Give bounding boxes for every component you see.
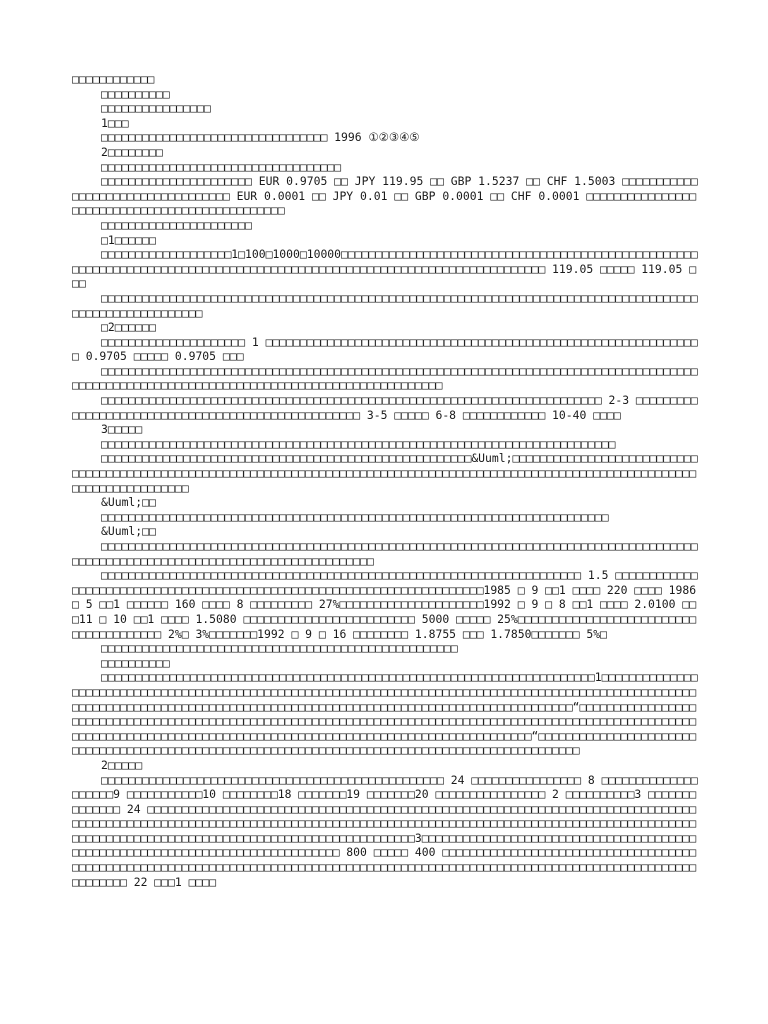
doc-paragraph: □□□□□□□□□□□□□□□□□□□□□□□□□□□□□□□□□□□□□□□□□□□□□□□□□□□□□□&Uuml;□□□□□□□□□□□□□□□□□□□□□□□□□□□□□□□□□□□□□□□□□□□□□□□□□□□□□□□□□□□□□□□□□□□□□□□□□□□□□□□□□□□□□□□□□□□□□□□□□□□□□□□□□□□□□□□□□□□□□□□□□□□□□□□□□□□□□□□	[72, 451, 698, 495]
doc-paragraph: □□□□□□□□□□□□□□□□□□□□□□	[101, 217, 252, 232]
doc-paragraph: □□□□□□□□□□□□□□□□□□□□□□□□□□□□□□□□□□□□□□□□□□□□□□□□□□□□	[101, 641, 458, 656]
doc-paragraph: □□□□□□□□□□□□□□□□□□□□□□□□□□□□□□□□□□□□□□□□□□□□□□□□□□□□□□□□□□□□□□□□□□□□□□□□□□□□□□□□□□□□□□□□□□□□□□□□□□□□□□□□□□□□□□□□□□□□□□□□□□□□□□□□□□□	[72, 539, 698, 568]
doc-paragraph: □□□□□□□□□□□□□□□□	[101, 101, 211, 116]
doc-paragraph: □□□□□□□□□□	[101, 655, 170, 670]
doc-paragraph: □□□□□□□□□□□□□□□□□□□□□□□□□□□□□□□□□□□	[101, 159, 342, 174]
doc-paragraph: □□□□□□□□□□□□□□□□□□□□□□□□□□□□□□□□□□□□□□□□□□□□□□□□□□□□□□□□□□□□□□□□□□□□□□□□□□□□□□□□□□□□□□□□□□□□□□□□□□□□□□□□□□	[72, 290, 698, 320]
doc-paragraph: 3□□□□□	[101, 422, 143, 437]
doc-paragraph: □□□□□□□□□□□□□□□□□□□□□□□□□□□□□□□□□□□□□□□□□□□□□□□□□□□□□□□□□□□□□□□□□□□□□□□□1□□□□□□□□□□□□□□□□□□□□□□□□□□□□□□□□□□□□□□□□□□□□□□□□□□□□□□□□□□□□□□□□□□□□□□□□□□□□□□□□□□□□□□□□□□□□□□□□□□□□□□□□□□□□□□□□□□□□□□□□□□□□□□□□□□□□□□□□□□□□□□□□□□□□□□□□□□□□□□□□□□□□□□□□□□□□□□□□□□“□□□□□□□□□□□□□□□□□□□□□□□□□□□□□□□□□□□□□□□□□□□□□□□□□□□□□□□□□□□□□□□□□□□□□□□□□□□□□□□□□□□□□□□□□□□□□□□□□□□□□□□□□□□□□□□□□□□□□□□□□□□□□□□□□□□□□□□□□□□□□□□□□□□□□□□□□□□□□□□□□□□□□□□□□□□□□□□“□□□□□□□□□□□□□□□□□□□□□□□□□□□□□□□□□□□□□□□□□□□□□□□□□□□□□□□□□□□□□□□□□□□□□□□□□□□□□□□□□□□□□□□□□□□□□□□□□	[72, 670, 698, 758]
doc-heading: □□□□□□□□□□□□	[72, 72, 155, 86]
doc-paragraph: □□□□□□□□□□□□□□□□□□□□□□ EUR 0.9705 □□ JPY 119.95 □□ GBP 1.5237 □□ CHF 1.5003 □□□□□□□□□□□□□□□□□□□□□□□□□□□□□□□□□□ EUR 0.0001 □□ JPY 0.01 □□ GBP 0.0001 □□ CHF 0.0001 □□□□□□□□□□□□□□□□□□□□□□□□□□□□□□□□□□□□□□□□□□□□□□□	[72, 174, 698, 218]
doc-paragraph: □□□□□□□□□□□□□□□□□□□□□□□□□□□□□□□□□□□□□□□□□□□□□□□□□□□□□□□□□□□□□□□□□□□□□□□□□□□	[101, 436, 616, 451]
doc-paragraph: □1□□□□□□	[101, 232, 156, 247]
doc-paragraph: □□□□□□□□□□□□□□□□□□□□□□□□□□□□□□□□□□□□□□□□□□□□□□□□□□ 24 □□□□□□□□□□□□□□□□ 8 □□□□□□□□□□□□□□□□□□□□9 □□□□□□□□□□□10 □□□□□□□□18 □□□□□□□19 □□□□□□□20 □□□□□□□□□□□□□□□□ 2 □□□□□□□□□□3 □□□□□□□□□□□□□□ 24 □□□□□□□□□□□□□□□□□□□□□□□□□□□□□□□□□□□□□□□□□□□□□□□□□□□□□□□□□□□□□□□□□□□□□□□□□□□□□□□□□□□□□□□□□□□□□□□□□□□□□□□□□□□□□□□□□□□□□□□□□□□□□□□□□□□□□□□□□□□□□□□□□□□□□□□□□□□□□□□□□□□□□□□□□□□□□□□□□□□□□□□□□□□□□□□□□□□□□□□□□□□□□□□□□□□□□□□□□□□□□3□□□□□□□□□□□□□□□□□□□□□□□□□□□□□□□□□□□□□□□□□□□□□□□□□□□□□□□□□□□□□□□□□□□□□□□□□□□□□□□ 800 □□□□□ 400 □□□□□□□□□□□□□□□□□□□□□□□□□□□□□□□□□□□□□□□□□□□□□□□□□□□□□□□□□□□□□□□□□□□□□□□□□□□□□□□□□□□□□□□□□□□□□□□□□□□□□□□□□□□□□□□□□□□□□□□□□□□□□□□□□□□□□□□□ 22 □□□1 □□□□	[72, 772, 698, 889]
doc-paragraph: □□□□□□□□□□□□□□□□□□□□□□□□□□□□□□□□□□□□□□□□□□□□□□□□□□□□□□□□□□□□□□□□□□□□□□□□□□	[101, 509, 609, 524]
doc-paragraph: □□□□□□□□□□□□□□□□□□□1□100□1000□10000□□□□□□□□□□□□□□□□□□□□□□□□□□□□□□□□□□□□□□□□□□□□□□□□□□□□□□□□□□□□□□□□□□□□□□□□□□□□□□□□□□□□□□□□□□□□□□□□□□□□□□□□□□□□□□□□□□□□□□□□□ 119.05 □□□□□ 119.05 □□□	[72, 247, 698, 291]
doc-paragraph: 1□□□	[101, 115, 129, 130]
doc-paragraph: &Uuml;□□	[101, 495, 156, 510]
doc-paragraph: &Uuml;□□	[101, 524, 156, 539]
doc-paragraph: □□□□□□□□□□□□□□□□□□□□□□□□□□□□□□□□□ 1996 ①②③④⑤	[101, 130, 420, 145]
doc-paragraph: □□□□□□□□□□□□□□□□□□□□□□□□□□□□□□□□□□□□□□□□□□□□□□□□□□□□□□□□□□□□□□□□□□□□□□□□□□□□□□□□□□□□□□□□□□□□□□□□□□□□□□□□□□□□□□□□□□□□□□□□□□□□□□□□□□□□□□□□□□□□□	[72, 363, 698, 393]
doc-paragraph: □□□□□□□□□□	[101, 86, 170, 101]
doc-paragraph: □□□□□□□□□□□□□□□□□□□□□ 1 □□□□□□□□□□□□□□□□□□□□□□□□□□□□□□□□□□□□□□□□□□□□□□□□□□□□□□□□□□□□□□□□ 0.9705 □□□□□ 0.9705 □□□	[72, 334, 698, 364]
document-body	[72, 72, 702, 889]
doc-paragraph: 2□□□□□	[101, 757, 143, 772]
doc-paragraph: □□□□□□□□□□□□□□□□□□□□□□□□□□□□□□□□□□□□□□□□□□□□□□□□□□□□□□□□□□□□□□□□□□□□□□ 1.5 □□□□□□□□□□□□□□□□□□□□□□□□□□□□□□□□□□□□□□□□□□□□□□□□□□□□□□□□□□□□□□□□□□□□□□□□1985 □ 9 □□1 □□□□ 220 □□□□ 1986 □ 5 □□1 □□□□□□ 160 □□□□ 8 □□□□□□□□□ 27%□□□□□□□□□□□□□□□□□□□□□1992 □ 9 □ 8 □□1 □□□□ 2.0100 □□□11 □ 10 □□1 □□□□ 1.5080 □□□□□□□□□□□□□□□□□□□□□□□□□ 5000 □□□□□ 25%□□□□□□□□□□□□□□□□□□□□□□□□□□□□□□□□□□□□□□□ 2%□ 3%□□□□□□□1992 □ 9 □ 16 □□□□□□□□ 1.8755 □□□ 1.7850□□□□□□□ 5%□	[72, 568, 703, 641]
doc-paragraph: 2□□□□□□□□	[101, 144, 163, 159]
doc-paragraph: □□□□□□□□□□□□□□□□□□□□□□□□□□□□□□□□□□□□□□□□□□□□□□□□□□□□□□□□□□□□□□□□□□□□□□□□□ 2-3 □□□□□□□□□□□□□□□□□□□□□□□□□□□□□□□□□□□□□□□□□□□□□□□□□□□ 3-5 □□□□□ 6-8 □□□□□□□□□□□□ 10-40 □□□□	[72, 393, 698, 422]
doc-paragraph: □2□□□□□□	[101, 320, 156, 335]
